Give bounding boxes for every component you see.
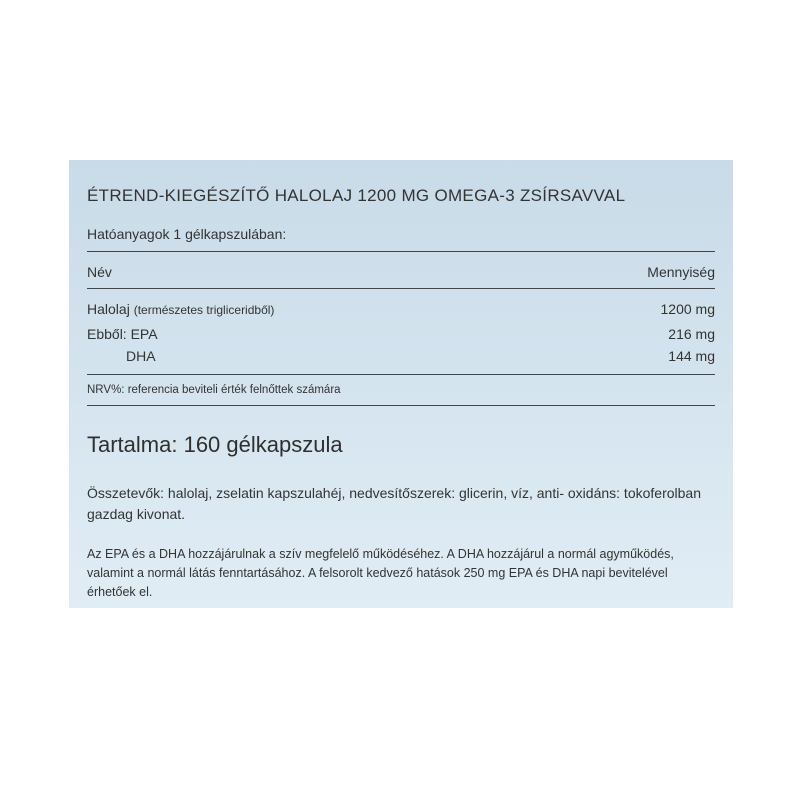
row-amount: 1200 mg [660, 301, 715, 317]
row-amount: 216 mg [668, 326, 715, 342]
row-name-text: Halolaj [87, 301, 130, 317]
column-header-amount: Mennyiség [647, 264, 715, 280]
ingredients-text: Összetevők: halolaj, zselatin kapszulahéj, nedvesítőszerek: glicerin, víz, anti- oxidáns: tokoferolban gazdag kivonat. [87, 485, 701, 522]
table-row [87, 326, 715, 342]
table-header-rule [87, 288, 715, 289]
row-name [87, 301, 274, 317]
health-claims-text: Az EPA és a DHA hozzájárulnak a szív megfelelő működéséhez. A DHA hozzájárul a normál agyműködés, valamint a normál látás fenntartásához. A felsorolt kedvező hatások 250 mg EPA és DHA napi bevitelével érhetőek el. [87, 547, 674, 599]
row-name: DHA [126, 348, 156, 364]
table-bottom-rule [87, 405, 715, 406]
table-row [87, 301, 715, 317]
package-content: Tartalma: 160 gélkapszula [87, 432, 343, 457]
active-ingredients-heading: Hatóanyagok 1 gélkapszulában: [87, 226, 287, 242]
table-body-rule [87, 374, 715, 375]
label-title: ÉTREND-KIEGÉSZÍTŐ HALOLAJ 1200 MG OMEGA-3 ZSÍRSAVVAL [87, 186, 626, 205]
supplement-label-panel [69, 160, 733, 608]
column-header-name: Név [87, 264, 112, 280]
table-header-row [87, 264, 715, 280]
row-name: Ebből: EPA [87, 326, 158, 342]
row-name-note: (természetes trigliceridből) [133, 303, 275, 317]
table-row [87, 348, 715, 364]
nrv-note: NRV%: referencia beviteli érték felnőttek számára [87, 384, 341, 396]
table-top-rule [87, 251, 715, 252]
row-amount: 144 mg [668, 348, 715, 364]
